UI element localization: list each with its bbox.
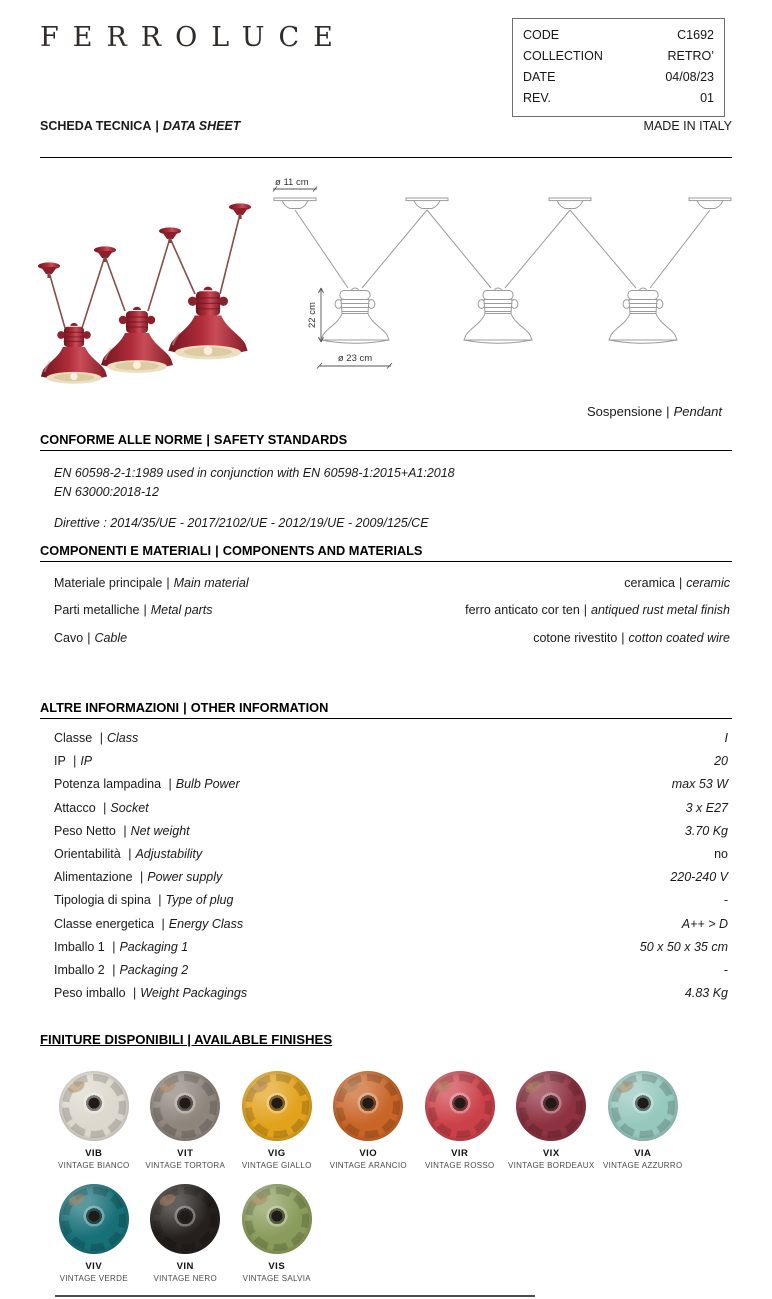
finish-swatch <box>59 1071 129 1141</box>
finish-name: VINTAGE ROSSO <box>424 1161 495 1170</box>
finish-item <box>48 1071 140 1170</box>
finish-item <box>597 1071 689 1170</box>
info-property-row <box>40 962 732 978</box>
document-info-box <box>512 18 725 117</box>
section-title-it: COMPONENTI E MATERIALI <box>40 543 212 558</box>
material-label-en: Main material <box>173 575 249 590</box>
property-value <box>714 753 728 769</box>
material-label-en: Metal parts <box>150 603 213 617</box>
material-label-en: Cable <box>94 630 128 645</box>
info-row <box>523 88 714 109</box>
product-type <box>587 404 722 419</box>
property-label <box>54 916 243 932</box>
material-value-en: cotton coated wire <box>628 630 730 645</box>
separator: | <box>678 575 683 590</box>
finish-item <box>231 1184 323 1283</box>
finish-swatch <box>608 1071 678 1141</box>
info-value: 04/08/23 <box>665 70 714 84</box>
separator: | <box>583 603 588 617</box>
separator: | <box>123 823 127 838</box>
finish-item <box>140 1184 232 1283</box>
property-label-it: Peso imballo <box>54 986 130 1001</box>
material-row <box>40 603 732 617</box>
material-value-it: cotone rivestito <box>533 630 618 645</box>
property-value-italic: 3 x E27 <box>685 800 728 815</box>
finish-name: VINTAGE BIANCO <box>57 1161 130 1170</box>
separator: | <box>166 575 170 590</box>
property-label <box>54 892 233 908</box>
directives-line: Direttive : 2014/35/UE - 2017/2102/UE - 2012/19/UE - 2009/125/CE <box>54 516 429 530</box>
separator: | <box>161 916 165 931</box>
separator: | <box>621 630 625 645</box>
material-label <box>54 631 127 645</box>
info-property-row <box>40 753 732 769</box>
info-property-row <box>40 730 732 746</box>
footer-divider <box>55 1295 535 1297</box>
finishes-title: FINITURE DISPONIBILI | AVAILABLE FINISHES <box>40 1032 333 1047</box>
material-value-it: ceramica <box>624 575 675 590</box>
separator: | <box>99 731 103 745</box>
property-label <box>54 730 138 746</box>
separator: | <box>168 777 172 792</box>
brand-logo: FERROLUCE <box>40 22 347 53</box>
standard-line: EN 60598-2-1:1989 used in conjunction with EN 60598-1:2015+A1:2018 <box>54 466 455 480</box>
finish-code: VIS <box>268 1261 286 1272</box>
info-property-row <box>40 892 732 908</box>
info-property-row <box>40 869 732 885</box>
standard-line: EN 63000:2018-12 <box>54 485 159 499</box>
property-label-it: Classe energetica <box>54 916 158 931</box>
separator: | <box>158 893 162 908</box>
property-value-italic: 50 x 50 x 35 cm <box>639 939 728 954</box>
finish-item <box>323 1071 415 1170</box>
property-label-it: Alimentazione <box>54 870 136 885</box>
property-value <box>725 730 728 746</box>
finish-swatch <box>516 1071 586 1141</box>
sheet-title <box>40 119 240 133</box>
finish-swatch <box>242 1071 312 1141</box>
material-label-it: Materiale principale <box>54 575 163 590</box>
section-title <box>40 543 732 562</box>
finish-swatch <box>150 1184 220 1254</box>
info-row <box>523 46 714 67</box>
material-label-it: Cavo <box>54 630 84 645</box>
property-label-it: Imballo 1 <box>54 939 109 954</box>
finish-swatch <box>425 1071 495 1141</box>
finish-swatch <box>150 1071 220 1141</box>
property-value-italic: 220-240 V <box>670 870 728 885</box>
property-label-it: Attacco <box>54 800 100 815</box>
separator: | <box>87 630 91 645</box>
separator: | <box>155 119 159 133</box>
sheet-title-en: DATA SHEET <box>162 119 241 133</box>
finish-code: VIG <box>267 1148 286 1159</box>
info-label: CODE <box>523 28 560 42</box>
property-value-italic: max 53 W <box>671 777 728 792</box>
finish-code: VIA <box>634 1148 652 1159</box>
property-value <box>686 800 728 816</box>
material-row <box>40 631 732 645</box>
section-available-finishes <box>40 1032 732 1283</box>
property-label <box>54 823 190 839</box>
product-type-it: Sospensione <box>587 404 663 419</box>
property-label <box>54 753 92 769</box>
section-title-en: COMPONENTS AND MATERIALS <box>222 543 423 558</box>
property-label-en: Socket <box>110 800 149 815</box>
property-value-italic: 3.70 Kg <box>684 823 728 838</box>
property-label-en: Type of plug <box>165 893 234 908</box>
property-value <box>685 985 728 1001</box>
property-label-en: IP <box>80 754 93 769</box>
separator: | <box>183 700 187 715</box>
separator: | <box>133 986 137 1001</box>
info-label: COLLECTION <box>523 49 603 63</box>
property-label <box>54 869 222 885</box>
property-label-en: Packaging 2 <box>119 962 189 977</box>
finish-name: VINTAGE AZZURRO <box>603 1161 683 1170</box>
info-value: 01 <box>700 91 714 105</box>
info-row <box>523 67 714 88</box>
material-value-en: antiqued rust metal finish <box>591 603 730 617</box>
property-value <box>724 962 728 978</box>
separator: | <box>666 404 670 419</box>
separator: | <box>128 846 132 861</box>
subheader <box>40 119 732 133</box>
finish-item <box>48 1184 140 1283</box>
property-label <box>54 800 149 816</box>
finish-item <box>506 1071 598 1170</box>
section-title-en: SAFETY STANDARDS <box>213 432 348 447</box>
material-row <box>40 576 732 590</box>
property-label-it: Peso Netto <box>54 823 120 838</box>
separator: | <box>143 603 147 617</box>
material-label <box>54 576 249 590</box>
info-property-row <box>40 846 732 862</box>
section-title <box>40 700 732 719</box>
info-label: REV. <box>523 91 552 105</box>
section-safety-standards <box>40 432 732 530</box>
separator: | <box>112 939 116 954</box>
separator: | <box>73 754 77 769</box>
property-value <box>670 869 728 885</box>
finish-swatch <box>333 1071 403 1141</box>
property-label-it: Tipologia di spina <box>54 893 155 908</box>
property-value-plain: - <box>723 893 728 908</box>
section-materials <box>40 543 732 645</box>
property-label <box>54 846 202 862</box>
finish-name: VINTAGE ARANCIO <box>329 1161 407 1170</box>
info-property-row <box>40 985 732 1001</box>
product-photo <box>22 172 290 400</box>
property-value <box>714 846 728 862</box>
material-label <box>54 603 213 617</box>
property-value <box>724 892 728 908</box>
separator: | <box>140 870 144 885</box>
dim-canopy-label: ø 11 cm <box>275 177 309 188</box>
finish-item <box>231 1071 323 1170</box>
info-row <box>523 25 714 46</box>
info-property-row <box>40 823 732 839</box>
finish-name: VINTAGE SALVIA <box>242 1274 311 1283</box>
finish-code: VIB <box>85 1148 103 1159</box>
info-value: RETRO’ <box>667 49 714 63</box>
property-value <box>685 823 728 839</box>
finish-name: VINTAGE VERDE <box>59 1274 128 1283</box>
product-type-en: Pendant <box>673 404 722 419</box>
property-label <box>54 962 188 978</box>
info-value: C1692 <box>677 28 714 42</box>
info-label: DATE <box>523 70 556 84</box>
property-label-it: IP <box>54 754 70 769</box>
section-title <box>40 432 732 451</box>
property-label-en: Packaging 1 <box>119 939 189 954</box>
finish-code: VIN <box>176 1261 194 1272</box>
finish-code: VIT <box>177 1148 194 1159</box>
section-title-en: OTHER INFORMATION <box>190 700 329 715</box>
technical-drawing <box>272 170 760 404</box>
finish-code: VIR <box>451 1148 469 1159</box>
finish-swatch <box>59 1184 129 1254</box>
info-property-row <box>40 800 732 816</box>
property-label-en: Bulb Power <box>175 777 240 792</box>
property-label-en: Power supply <box>147 870 223 885</box>
property-label-it: Classe <box>54 731 96 745</box>
material-value-it: ferro anticato cor ten <box>465 603 580 617</box>
property-label-en: Adjustability <box>135 846 203 861</box>
dim-height-label: 22 cm <box>307 302 318 328</box>
property-value-italic: A++ > D <box>681 916 728 931</box>
finish-name: VINTAGE GIALLO <box>241 1161 312 1170</box>
property-label-en: Class <box>106 731 139 745</box>
finish-name: VINTAGE BORDEAUX <box>508 1161 595 1170</box>
sheet-title-it: SCHEDA TECNICA <box>40 119 152 133</box>
material-value <box>465 603 730 617</box>
property-value-plain: no <box>714 846 728 861</box>
finish-item <box>414 1071 506 1170</box>
drawing-cords <box>295 210 710 288</box>
property-value <box>672 776 728 792</box>
finish-swatch <box>242 1184 312 1254</box>
info-property-row <box>40 776 732 792</box>
property-label-it: Orientabilità <box>54 846 125 861</box>
property-label-en: Weight Packagings <box>140 986 248 1001</box>
header-divider <box>40 157 732 158</box>
property-label <box>54 939 188 955</box>
property-label-en: Net weight <box>130 823 190 838</box>
finish-item <box>140 1071 232 1170</box>
made-in-italy: MADE IN ITALY <box>643 119 732 133</box>
section-other-information <box>40 700 732 1001</box>
finish-name: VINTAGE TORTORA <box>145 1161 226 1170</box>
separator: | <box>215 543 219 558</box>
material-label-it: Parti metalliche <box>54 603 140 617</box>
separator: | <box>112 962 116 977</box>
material-value <box>533 631 730 645</box>
property-label <box>54 776 240 792</box>
property-value-italic: 4.83 Kg <box>684 986 728 1001</box>
property-label-en: Energy Class <box>168 916 244 931</box>
property-value-plain: - <box>723 962 728 977</box>
property-label-it: Potenza lampadina <box>54 777 165 792</box>
property-value <box>640 939 728 955</box>
property-value-italic: I <box>724 731 728 745</box>
finish-name: VINTAGE NERO <box>153 1274 217 1283</box>
property-value-italic: 20 <box>714 754 728 769</box>
finish-code: VIX <box>542 1148 560 1159</box>
section-title-it: ALTRE INFORMAZIONI <box>40 700 180 715</box>
info-property-row <box>40 916 732 932</box>
separator: | <box>206 432 210 447</box>
section-title-it: CONFORME ALLE NORME <box>40 432 203 447</box>
dim-shade-label: ø 23 cm <box>337 353 373 364</box>
property-label-it: Imballo 2 <box>54 962 109 977</box>
property-label <box>54 985 247 1001</box>
material-value <box>624 576 730 590</box>
info-property-row <box>40 939 732 955</box>
finish-code: VIO <box>359 1148 378 1159</box>
material-value-en: ceramic <box>686 575 730 590</box>
property-value <box>682 916 728 932</box>
finish-code: VIV <box>85 1261 103 1272</box>
separator: | <box>103 800 107 815</box>
